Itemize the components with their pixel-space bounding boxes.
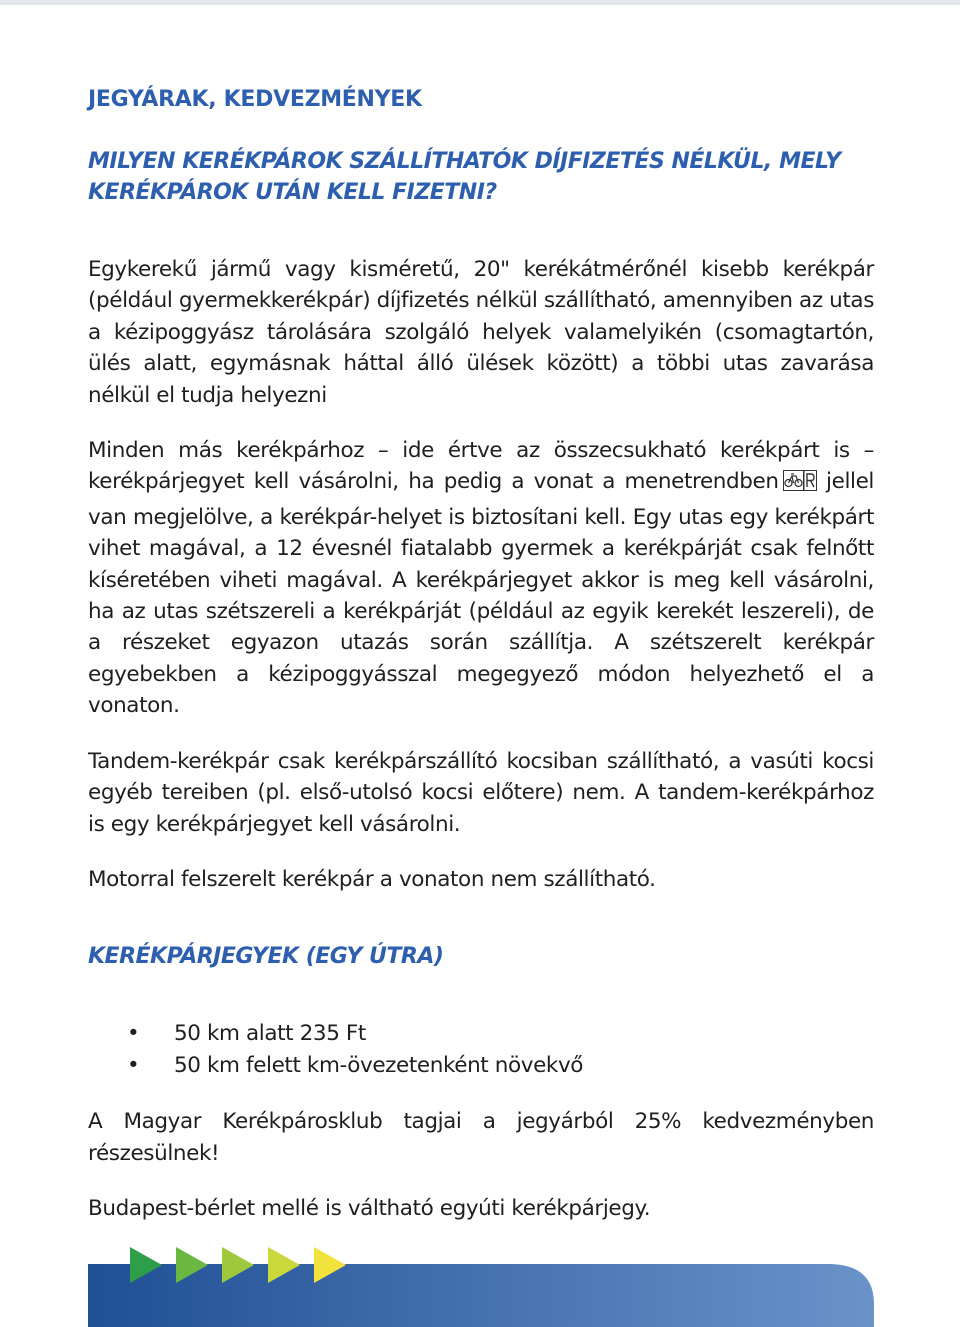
arrow-icon	[222, 1247, 254, 1283]
arrow-decoration	[130, 1245, 360, 1285]
page-content	[88, 84, 874, 1225]
paragraph-free-transport: Egykerekű jármű vagy kisméretű, 20" kerékátmérőnél kisebb kerékpár (például gyermekkerékpár) díjfizetés nélkül szállítható, amennyiben az utas a kézipoggyász tárolására szolgáló helyek valamelyikén (csomagtartón, ülés alatt, egymásnak háttal álló ülések között) a többi utas zavarása nélkül el tudja helyezni	[88, 257, 874, 408]
arrow-icon	[176, 1247, 208, 1283]
list-item	[88, 1018, 874, 1050]
paragraph-bike-ticket	[88, 435, 874, 722]
paragraph-bike-ticket-part1: Minden más kerékpárhoz – ide értve az összecsukható kerékpárt is – kerékpárjegyet kell vásárolni, ha pedig a vonat a menetrendben	[88, 438, 874, 495]
section-tickets-title: KERÉKPÁRJEGYEK (EGY ÚTRA)	[88, 944, 444, 970]
arrow-icon	[130, 1247, 162, 1283]
arrow-icon	[314, 1247, 346, 1283]
bicycle-reservation-icon	[783, 470, 817, 501]
bullet-icon: •	[127, 1021, 140, 1047]
paragraph-bike-ticket-part2: jellel van megjelölve, a kerékpár-helyet is biztosítani kell. Egy utas egy kerékpárt vihet magával, a 12 évesnél fiatalabb gyermek a kerékpárját csak felnőtt kíséretében viheti magával. A kerékpárjegyet akkor is meg kell vásárolni, ha az utas szétszereli a kerékpárját (például az egyik kerekét leszereli), de a részeket egyazon utazás során szállítja. A szétszerelt kerékpár egyebekben a kézipoggyásszal megegyező módon helyezhető el a vonaton.	[88, 469, 874, 719]
ticket-item-text: 50 km felett km-övezetenként növekvő	[174, 1053, 584, 1079]
section-question: MILYEN KERÉKPÁROK SZÁLLÍTHATÓK DÍJFIZETÉS NÉLKÜL, MELY KERÉKPÁROK UTÁN KELL FIZETNI?	[88, 149, 841, 205]
list-item	[88, 1050, 874, 1082]
paragraph-budapest-pass: Budapest-bérlet mellé is váltható egyúti kerékpárjegy.	[88, 1196, 651, 1222]
paragraph-discount: A Magyar Kerékpárosklub tagjai a jegyárból 25% kedvezményben részesülnek!	[88, 1109, 874, 1166]
ticket-list	[88, 1018, 874, 1082]
page-title: JEGYÁRAK, KEDVEZMÉNYEK	[88, 87, 422, 112]
bullet-icon: •	[127, 1053, 140, 1079]
arrow-icon	[268, 1247, 300, 1283]
top-divider	[0, 0, 960, 5]
ticket-item-text: 50 km alatt 235 Ft	[174, 1021, 366, 1047]
paragraph-tandem: Tandem-kerékpár csak kerékpárszállító kocsiban szállítható, a vasúti kocsi egyéb tereiben (pl. első-utolsó kocsi előtere) nem. A tandem-kerékpárhoz is egy kerékpárjegyet kell vásárolni.	[88, 748, 874, 837]
paragraph-motor: Motorral felszerelt kerékpár a vonaton nem szállítható.	[88, 866, 656, 892]
